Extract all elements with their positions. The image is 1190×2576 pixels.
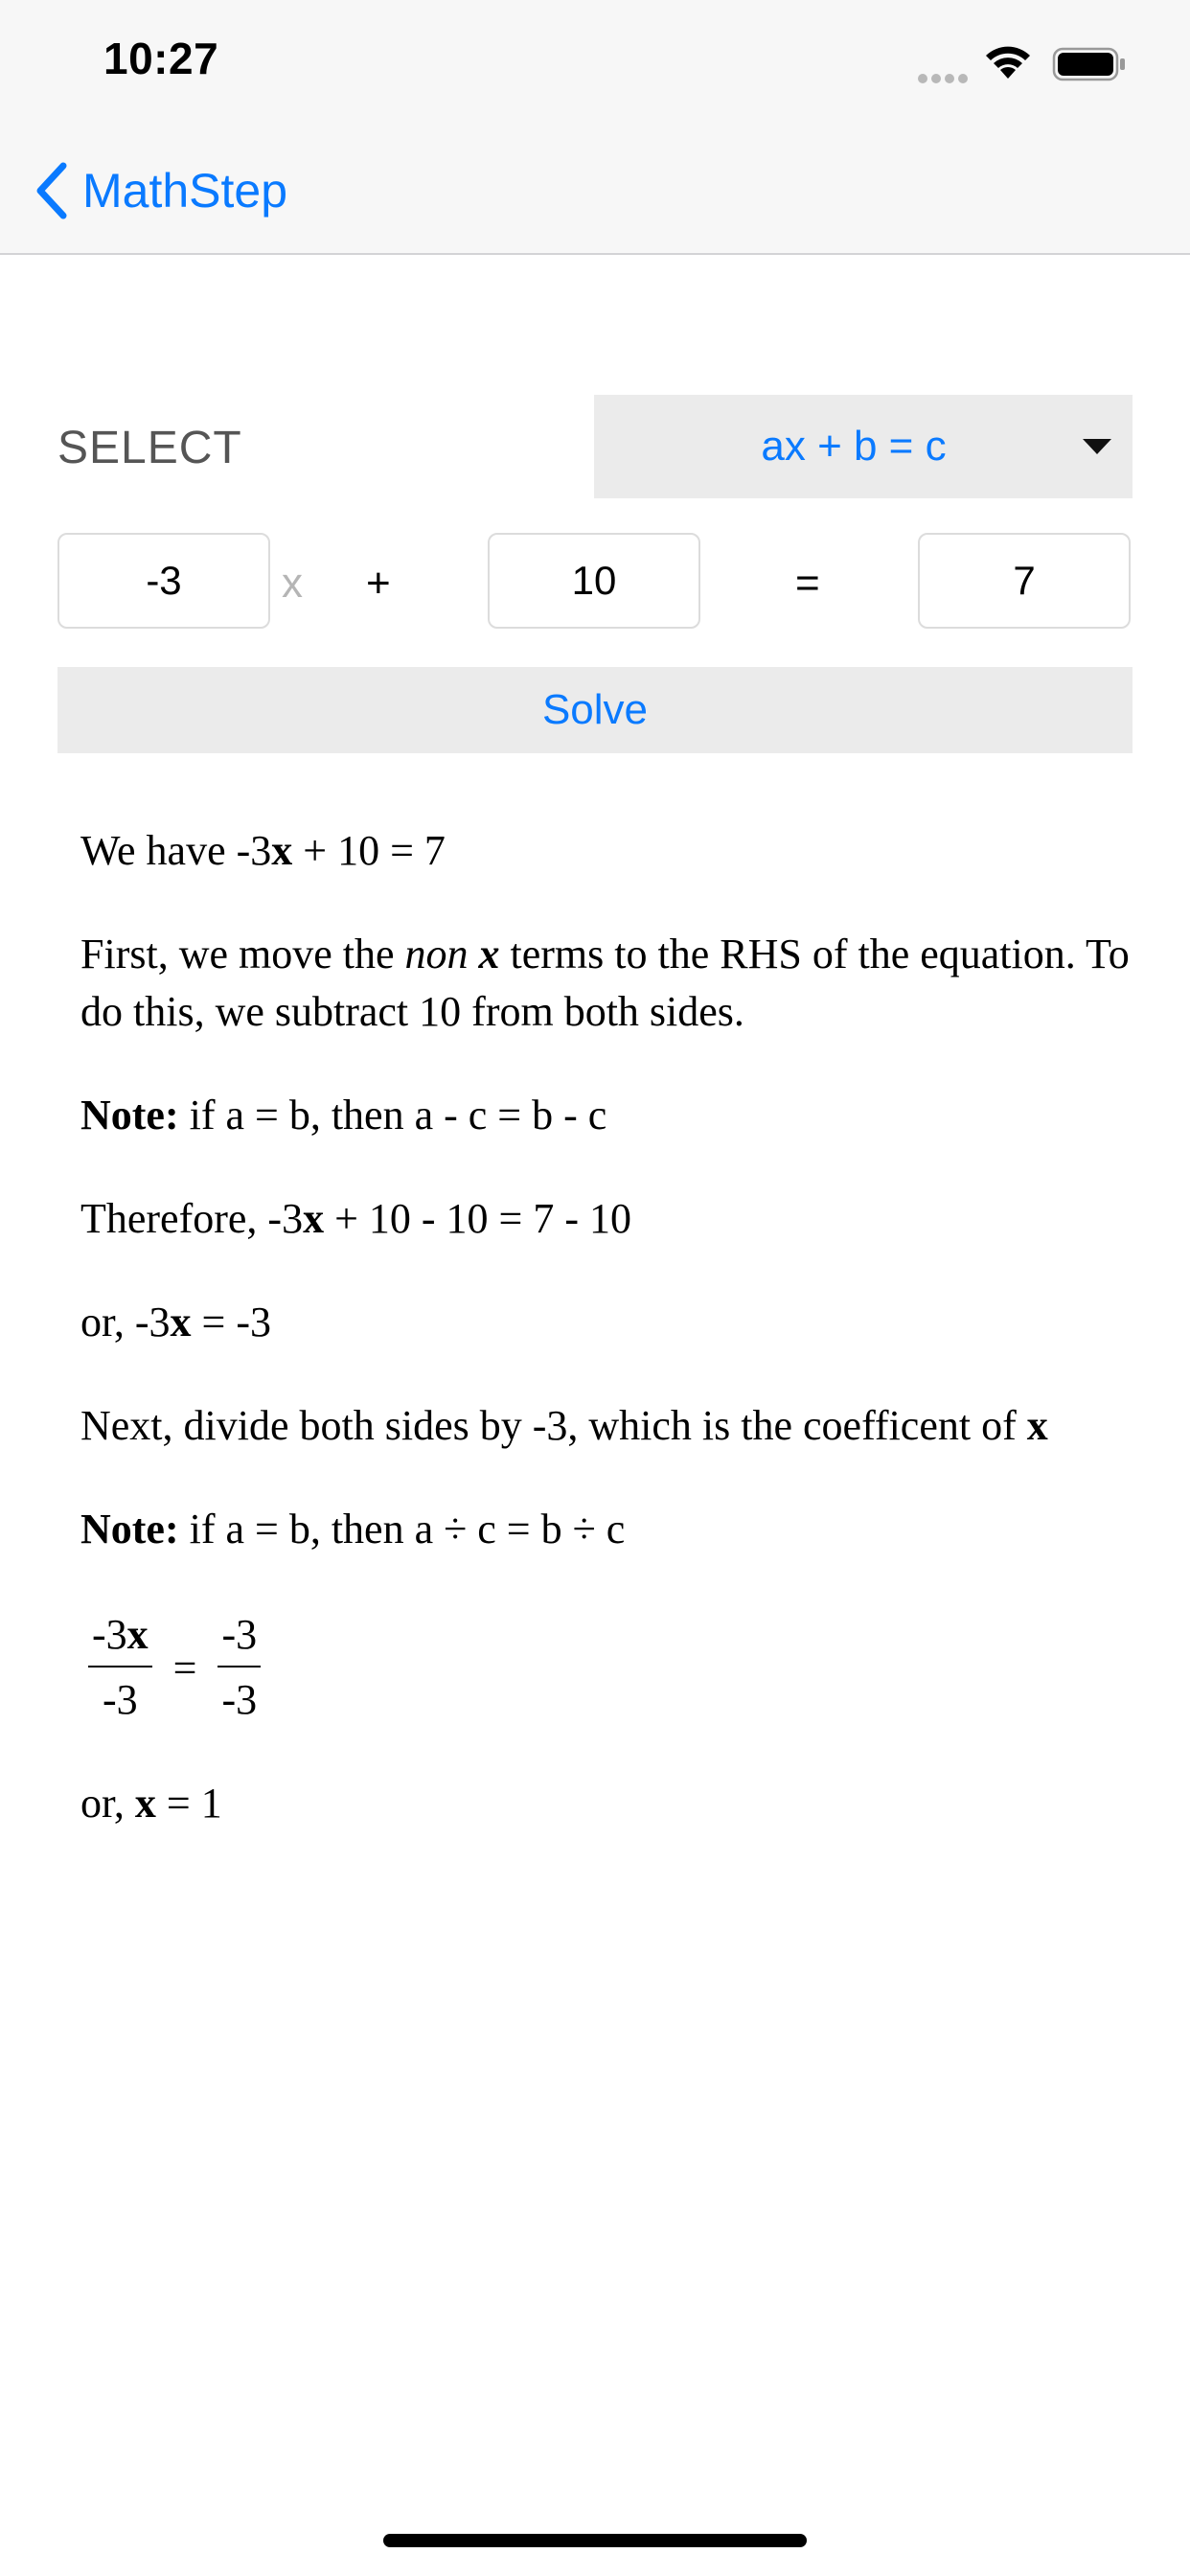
select-label: SELECT bbox=[57, 423, 242, 473]
home-indicator bbox=[383, 2534, 807, 2547]
chevron-left-icon bbox=[33, 160, 73, 221]
solution-steps bbox=[80, 822, 1144, 1878]
solution-step-move-terms: First, we move the non x terms to the RHS of the equation. To do this, we subtract 10 from both sides. bbox=[80, 931, 1130, 1035]
selected-equation: ax + b = c bbox=[761, 423, 947, 470]
solution-step-subtract: Therefore, -3x + 10 - 10 = 7 - 10 bbox=[80, 1195, 632, 1242]
solution-step-simplified: or, -3x = -3 bbox=[80, 1299, 272, 1346]
solution-fraction-equation bbox=[80, 1604, 1144, 1733]
solution-note-subtract: Note: if a = b, then a - c = b - c bbox=[80, 1092, 607, 1138]
solution-step-given: We have -3x + 10 = 7 bbox=[80, 827, 446, 874]
right-fraction: $\frac{-3}{-3}$ bbox=[217, 1604, 261, 1733]
solution-step-divide: Next, divide both sides by -3, which is the coefficent of x bbox=[80, 1402, 1048, 1449]
left-fraction: $\frac{-3x}{-3}$ bbox=[88, 1604, 152, 1733]
cellular-signal-icon bbox=[918, 71, 972, 82]
solution-result: or, x = 1 bbox=[80, 1780, 222, 1827]
x-variable-label: x bbox=[282, 560, 303, 607]
navigation-header bbox=[0, 0, 1190, 255]
coefficient-a-input[interactable] bbox=[57, 533, 270, 629]
caret-down-icon bbox=[1083, 439, 1111, 454]
battery-icon bbox=[1052, 46, 1127, 82]
back-button-label: MathStep bbox=[82, 164, 288, 218]
constant-b-input[interactable] bbox=[488, 533, 700, 629]
fraction-equals-sign: = bbox=[172, 1644, 197, 1691]
status-time: 10:27 bbox=[103, 34, 219, 83]
equals-sign: = bbox=[795, 560, 820, 607]
wifi-icon bbox=[983, 42, 1033, 80]
constant-c-input[interactable] bbox=[918, 533, 1131, 629]
solution-note-divide: Note: if a = b, then a ÷ c = b ÷ c bbox=[80, 1506, 626, 1552]
back-button[interactable] bbox=[33, 157, 287, 224]
plus-sign: + bbox=[366, 560, 391, 607]
solve-button[interactable]: Solve bbox=[57, 667, 1133, 753]
equation-type-dropdown[interactable] bbox=[594, 395, 1133, 498]
